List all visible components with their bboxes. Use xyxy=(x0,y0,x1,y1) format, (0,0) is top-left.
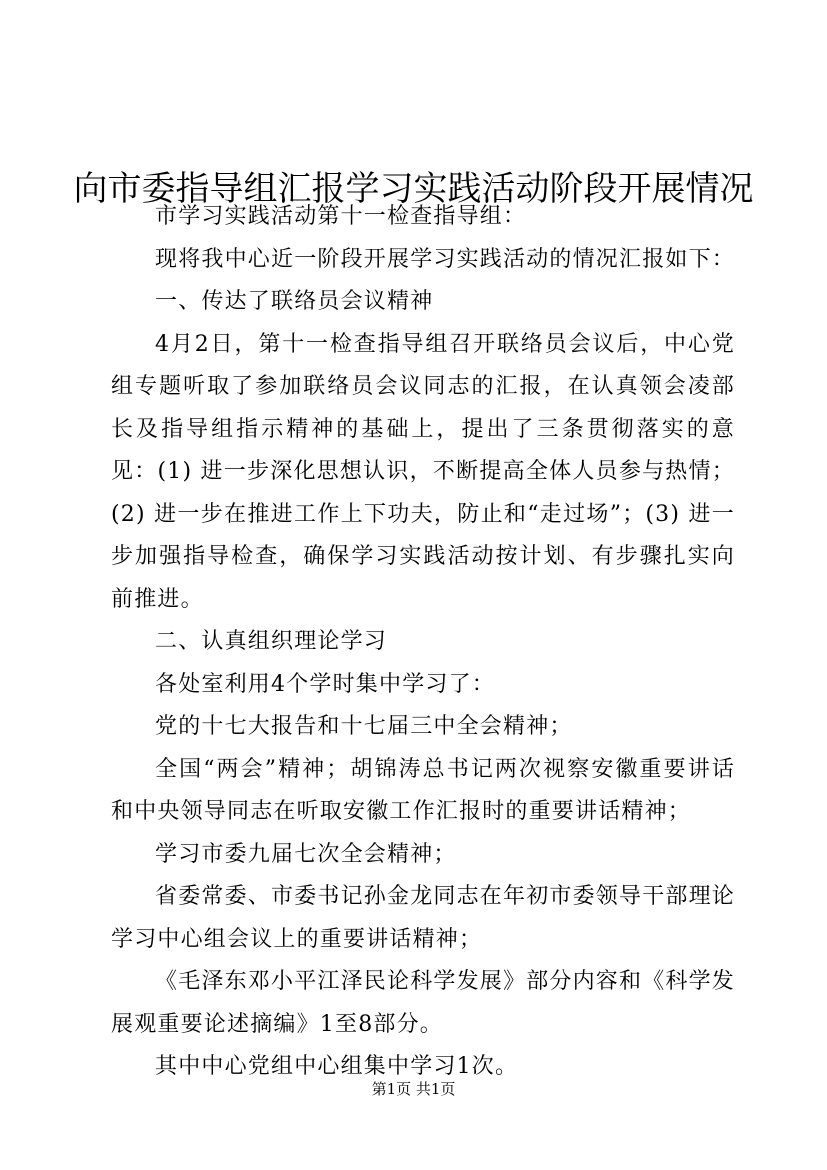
document-title: 向市委指导组汇报学习实践活动阶段开展情况 xyxy=(73,168,754,209)
paragraph-addressee: 市学习实践活动第十一检查指导组： xyxy=(155,204,527,229)
study-item: 全国“两会”精神；胡锦涛总书记两次视察安徽重要讲话和中央领导同志在听取安徽工作汇报时的重要讲话精神； xyxy=(111,756,735,824)
page-footer: 第1页 共1页 xyxy=(371,1080,456,1098)
paragraph-intro: 现将我中心近一阶段开展学习实践活动的情况汇报如下： xyxy=(155,246,736,272)
paragraph-closing: 其中中心党组中心组集中学习1次。 xyxy=(155,1054,519,1079)
document-body xyxy=(111,196,735,1089)
paragraph-study-intro: 各处室利用4个学时集中学习了： xyxy=(155,671,495,697)
study-item: 党的十七大报告和十七届三中全会精神； xyxy=(155,714,573,739)
study-item: 省委常委、市委书记孙金龙同志在年初市委领导干部理论学习中心组会议上的重要讲话精神； xyxy=(111,884,736,952)
paragraph-section-1: 4月2日，第十一检查指导组召开联络员会议后，中心党组专题听取了参加联络员会议同志的汇报，在认真领会凌部长及指导组指示精神的基础上，提出了三条贯彻落实的意见：(1) 进一步深化思想认识，不断提高全体人员参与热情；(2) 进一步在推进工作上下功夫，防止和“走过场”；(3) 进一步加强指导检查，确保学习实践活动按计划、有步骤扎实向前推进。 xyxy=(111,331,735,612)
section-heading-1: 一、传达了联络员会议精神 xyxy=(155,289,434,314)
study-item: 《毛泽东邓小平江泽民论科学发展》部分内容和《科学发展观重要论述摘编》1至8部分。 xyxy=(111,969,736,1037)
study-item: 学习市委九届七次全会精神； xyxy=(155,841,457,867)
section-heading-2: 二、认真组织理论学习 xyxy=(155,629,388,654)
